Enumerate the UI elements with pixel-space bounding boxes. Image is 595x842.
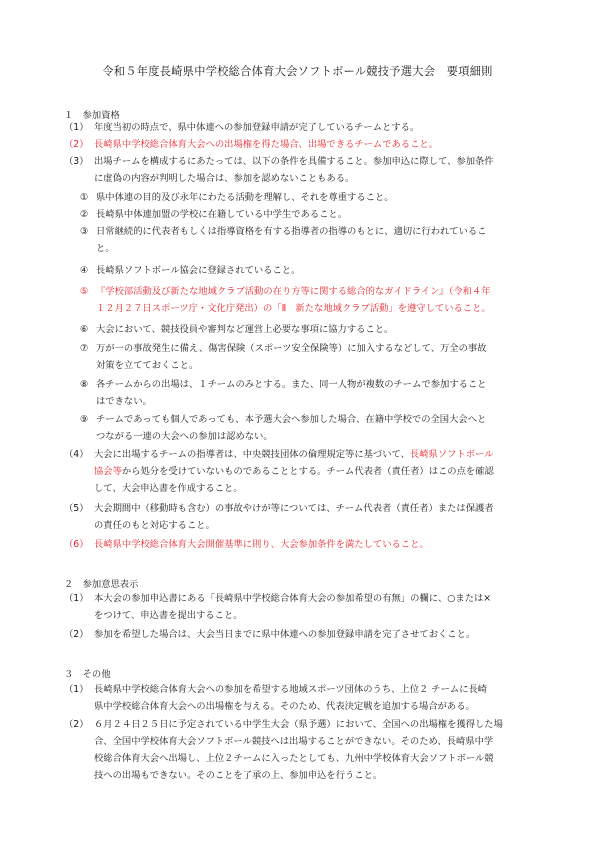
page-title: 令和５年度長崎県中学校総合体育大会ソフトボール競技予選大会 要項細則 [102, 65, 493, 78]
section-1-heading: １ 参加資格 [64, 110, 120, 121]
section-2-heading: ２ 参加意思表示 [64, 579, 139, 590]
section-3-heading: ３ その他 [64, 669, 111, 680]
